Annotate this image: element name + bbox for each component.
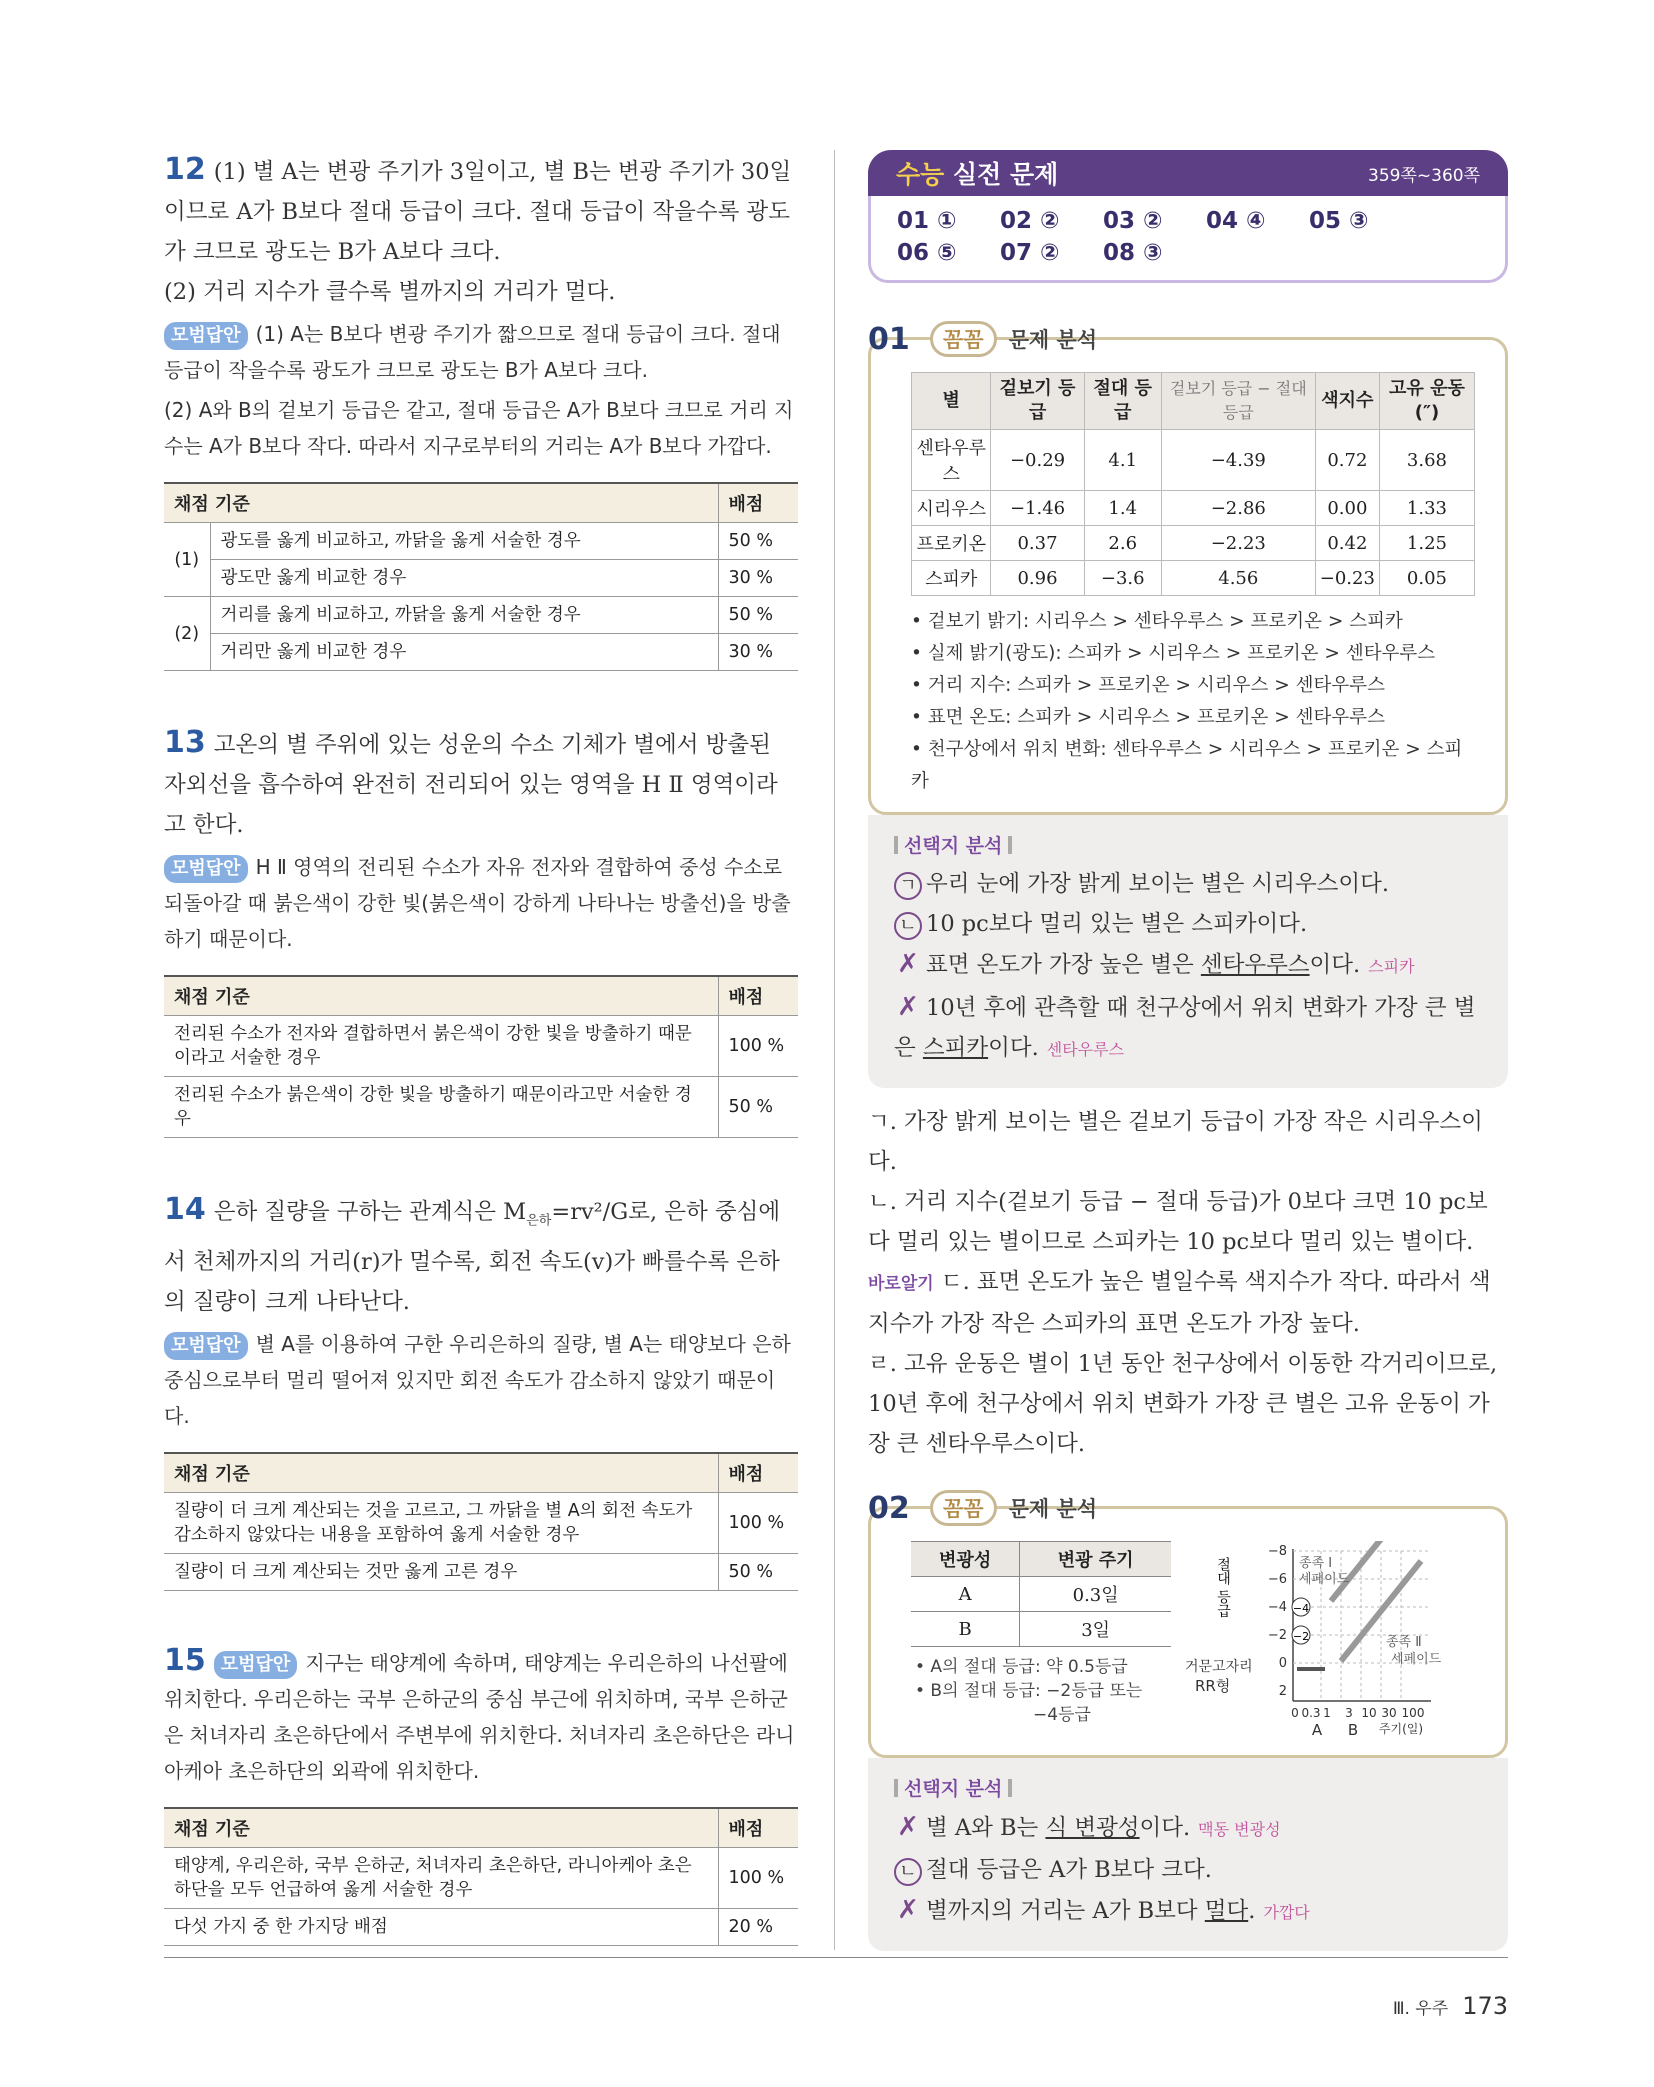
kkomkkom-label: 꼼꼼 (930, 1490, 997, 1526)
wrong-x-icon: ✗ (897, 992, 919, 1022)
model-answer-badge: 모범답안 (164, 322, 248, 350)
note-line: −4등급 (1033, 1705, 1091, 1725)
table-row: 광도만 옳게 비교한 경우 30 % (164, 560, 798, 597)
answer-item: 05 ③ (1309, 208, 1369, 234)
y-tick-label: 0 (1278, 1656, 1287, 1671)
answer-key (868, 196, 1508, 283)
graph-ylabel: 절대 등급 (1215, 1557, 1231, 1618)
q12-model2: (2) A와 B의 겉보기 등급은 같고, 절대 등급은 A가 B보다 크므로 거리 지수는 A가 B보다 작다. 따라서 지구로부터의 거리는 A가 B보다 가깝다. (164, 398, 794, 458)
p02-number: 02 (868, 1490, 910, 1526)
answer-item: 02 ② (1000, 208, 1060, 234)
answer-item: 04 ④ (1206, 208, 1266, 234)
p01-number: 01 (868, 321, 910, 357)
column-divider (834, 150, 835, 1950)
q15-criteria-table (164, 1807, 798, 1946)
choice-text: 표면 온도가 가장 높은 별은 (926, 952, 1201, 978)
banner-title-highlight: 수능 (896, 160, 945, 189)
exam-problems-banner (868, 150, 1508, 196)
table-row: 프로키온 0.37 2.6 −2.23 0.42 1.25 (912, 526, 1475, 561)
kkomkkom-label: 꼼꼼 (930, 321, 997, 357)
score-header: 배점 (718, 976, 798, 1016)
series-label: 세페이드 (1299, 1572, 1350, 1587)
p02-choice-analysis (868, 1758, 1508, 1951)
table-row: 다섯 가지 중 한 가지당 배점 20 % (164, 1908, 798, 1945)
y-tick-label: 2 (1278, 1684, 1287, 1699)
wrong-x-icon: ✗ (897, 949, 919, 979)
p01-choice-analysis (868, 815, 1508, 1088)
choice-text: 별까지의 거리는 A가 B보다 (926, 1898, 1205, 1924)
correct-circle-icon: ㄱ (894, 872, 922, 900)
table-row: 질량이 더 크게 계산되는 것만 옳게 고른 경우 50 % (164, 1553, 798, 1590)
choice-underlined: 멀다 (1204, 1898, 1249, 1924)
q14-model: 별 A를 이용하여 구한 우리은하의 질량, 별 A는 태양보다 은하 중심으로부터 멀리 떨어져 있지만 회전 속도가 감소하지 않았기 때문이다. (164, 1331, 791, 1428)
note-line: • A의 절대 등급: 약 0.5등급 (915, 1657, 1128, 1677)
left-column (164, 150, 798, 1988)
q14-criteria-table (164, 1452, 798, 1591)
p02-title: 문제 분석 (1008, 1497, 1098, 1521)
col-header: 변광 주기 (1020, 1542, 1171, 1577)
q14-text-b: 로, 은하 중심에서 천체까지의 거리(r)가 멀수록, 회전 속도(v)가 빠를수록 은하의 질량이 크게 나타난다. (164, 1199, 781, 1315)
score-header: 배점 (718, 483, 798, 523)
x-tick-label: 0 (1291, 1706, 1299, 1720)
series-label: 종족 Ⅰ (1299, 1556, 1333, 1571)
choice-underlined: 스피카 (922, 1035, 989, 1061)
q12-block (164, 150, 798, 671)
q13-block (164, 723, 798, 1138)
table-row: 질량이 더 크게 계산되는 것을 고르고, 그 까닭을 별 A의 회전 속도가 감소하지 않았다는 내용을 포함하여 옳게 서술한 경우 100 % (164, 1492, 798, 1553)
graph-xlabel: 주기(일) (1378, 1722, 1424, 1736)
correct-circle-icon: ㄴ (894, 912, 922, 940)
banner-pages: 359쪽~360쪽 (1368, 165, 1480, 186)
wrong-x-icon: ✗ (897, 1812, 919, 1842)
q14-subscript: 은하 (526, 1213, 552, 1229)
wrong-x-icon: ✗ (897, 1895, 919, 1925)
page-number: 173 (1462, 1992, 1508, 2020)
x-tick-label: 10 (1361, 1706, 1377, 1720)
col-header: 고유 운동(″) (1379, 373, 1474, 430)
answer-item: 08 ③ (1103, 240, 1163, 266)
x-tick-label: 0.3 (1301, 1706, 1321, 1720)
correction-note: 센타우루스 (1046, 1040, 1125, 1059)
q13-criteria-table (164, 975, 798, 1138)
table-row: 태양계, 우리은하, 국부 은하군, 처녀자리 초은하단, 라니아케아 초은하단을 모두 언급하여 옳게 서술한 경우 100 % (164, 1847, 798, 1908)
q14-number: 14 (164, 1192, 206, 1227)
bullet-item: • 천구상에서 위치 변화: 센타우루스 > 시리우스 > 프로키온 > 스피카 (911, 739, 1463, 792)
choice-text: 별 A와 B는 (926, 1815, 1046, 1841)
q12-criteria-table (164, 482, 798, 671)
criteria-header: 채점 기준 (164, 1453, 718, 1493)
explanation-line: ㄱ. 가장 밝게 보이는 별은 겉보기 등급이 가장 작은 시리우스이다. (868, 1109, 1483, 1175)
table-row: 전리된 수소가 전자와 결합하면서 붉은색이 강한 빛을 방출하기 때문이라고 서술한 경우 100 % (164, 1016, 798, 1077)
q13-model: H Ⅱ 영역의 전리된 수소가 자유 전자와 결합하여 중성 수소로 되돌아갈 때 붉은색이 강한 빛(붉은색이 강하게 나타나는 방출선)을 방출하기 때문이다. (164, 855, 791, 951)
choice-underlined: 식 변광성 (1045, 1815, 1140, 1841)
star-data-table (911, 372, 1475, 596)
correction-note: 스피카 (1368, 957, 1415, 976)
choice-text: 이다. (988, 1035, 1039, 1061)
series-label: 거문고자리 (1185, 1659, 1253, 1675)
choice-text: 우리 눈에 가장 밝게 보이는 별은 시리우스이다. (926, 871, 1390, 897)
correct-circle-icon: ㄴ (894, 1858, 922, 1886)
series-label: RR형 (1195, 1677, 1231, 1695)
correction-note: 가깝다 (1263, 1903, 1310, 1922)
q12-text: (1) 별 A는 변광 주기가 3일이고, 별 B는 변광 주기가 30일이므로 A가 B보다 절대 등급이 크다. 절대 등급이 작을수록 광도가 크므로 광도는 B가 A보다 크다. (164, 159, 792, 265)
bullet-item: • 겉보기 밝기: 시리우스 > 센타우루스 > 프로키온 > 스피카 (911, 611, 1403, 632)
q15-model: 지구는 태양계에 속하며, 태양계는 우리은하의 나선팔에 위치한다. 우리은하는 국부 은하군의 중심 부근에 위치하며, 국부 은하군은 처녀자리 초은하단에서 주변부에 위치한다. 처녀자리 초은하단은 라니아케아 초은하단의 외곽에 위치한다. (164, 1650, 795, 1783)
bullet-item: • 거리 지수: 스피카 > 프로키온 > 시리우스 > 센타우루스 (911, 675, 1385, 696)
p02-analysis-panel (868, 1506, 1508, 1758)
q14-text-a: 은하 질량을 구하는 관계식은 M (213, 1199, 527, 1225)
explanation-line: ㄹ. 고유 운동은 별이 1년 동안 천구상에서 이동한 각거리이므로, 10년 후에 천구상에서 위치 변화가 가장 큰 별은 고유 운동이 가장 큰 센타우루스이다. (868, 1351, 1498, 1457)
explanation-line: ㄷ. 표면 온도가 높은 별일수록 색지수가 작다. 따라서 색지수가 가장 작은 스피카의 표면 온도가 가장 높다. (868, 1269, 1491, 1337)
q12-number: 12 (164, 152, 206, 187)
table-row: B 3일 (911, 1612, 1171, 1647)
period-luminosity-graph (1181, 1541, 1471, 1741)
choice-text: 이다. (1139, 1815, 1191, 1841)
y-tick-label: −8 (1267, 1544, 1287, 1559)
q15-block (164, 1643, 798, 1946)
baro-algi-label: 바로알기 (868, 1274, 934, 1294)
criteria-header: 채점 기준 (164, 483, 718, 523)
choice-text: 10년 후에 관측할 때 천구상에서 위치 변화가 가장 큰 별은 (894, 995, 1476, 1061)
choice-text: 절대 등급은 A가 B보다 크다. (926, 1857, 1212, 1883)
note-line: • B의 절대 등급: −2등급 또는 (915, 1681, 1143, 1701)
model-answer-badge: 모범답안 (214, 1651, 298, 1679)
table-row: A 0.3일 (911, 1577, 1171, 1612)
table-row: (2) 거리를 옳게 비교하고, 까닭을 옳게 서술한 경우 50 % (164, 597, 798, 634)
marker-label: A (1311, 1721, 1323, 1739)
table-row: 전리된 수소가 붉은색이 강한 빛을 방출하기 때문이라고만 서술한 경우 50 % (164, 1077, 798, 1138)
p01-bullets (911, 606, 1475, 798)
criteria-header: 채점 기준 (164, 1808, 718, 1848)
col-header: 절대 등급 (1084, 373, 1161, 430)
x-tick-label: 1 (1323, 1706, 1331, 1720)
bullet-item: • 표면 온도: 스피카 > 시리우스 > 프로키온 > 센타우루스 (911, 707, 1385, 728)
q14-equation: =rv²/G (551, 1199, 629, 1225)
banner-title: 실전 문제 (944, 160, 1059, 189)
y-tick-label: −6 (1267, 1572, 1287, 1587)
p02-header (868, 1490, 1508, 1526)
col-header: 겉보기 등급 − 절대 등급 (1161, 373, 1315, 430)
score-header: 배점 (718, 1453, 798, 1493)
marker-label: −4 (1292, 1602, 1310, 1615)
explanation-line: ㄴ. 거리 지수(겉보기 등급 − 절대 등급)가 0보다 크면 10 pc보다 멀리 있는 별이므로 스피카는 10 pc보다 멀리 있는 별이다. (868, 1189, 1488, 1255)
table-row: (1) 광도를 옳게 비교하고, 까닭을 옳게 서술한 경우 50 % (164, 523, 798, 560)
choice-text: 10 pc보다 멀리 있는 별은 스피카이다. (926, 911, 1308, 937)
score-header: 배점 (718, 1808, 798, 1848)
x-tick-label: 100 (1401, 1706, 1425, 1720)
q12-text2: (2) 거리 지수가 클수록 별까지의 거리가 멀다. (164, 279, 616, 305)
model-answer-badge: 모범답안 (164, 1332, 248, 1360)
q12-model: (1) A는 B보다 변광 주기가 짧으므로 절대 등급이 크다. 절대 등급이 작을수록 광도가 크므로 광도는 B가 A보다 크다. (164, 322, 781, 382)
marker-label: −2 (1292, 1630, 1310, 1643)
choice-analysis-heading: 선택지 분석 (894, 1774, 1482, 1801)
variable-star-table (911, 1541, 1171, 1647)
right-column (868, 150, 1508, 1951)
x-tick-label: 30 (1381, 1706, 1397, 1720)
q15-number: 15 (164, 1642, 206, 1678)
table-row: 스피카 0.96 −3.6 4.56 −0.23 0.05 (912, 561, 1475, 596)
bullet-item: • 실제 밝기(광도): 스피카 > 시리우스 > 프로키온 > 센타우루스 (911, 643, 1436, 664)
table-row: 거리만 옳게 비교한 경우 30 % (164, 634, 798, 671)
col-header: 변광성 (911, 1542, 1020, 1577)
type1-cepheid-line (1331, 1541, 1381, 1601)
answer-item: 01 ① (897, 208, 957, 234)
answer-item: 07 ② (1000, 240, 1060, 266)
answer-item: 03 ② (1103, 208, 1163, 234)
answer-item: 06 ⑤ (897, 240, 957, 266)
table-row: 시리우스 −1.46 1.4 −2.86 0.00 1.33 (912, 491, 1475, 526)
q13-text: 고온의 별 주위에 있는 성운의 수소 기체가 별에서 방출된 자외선을 흡수하여 완전히 전리되어 있는 영역을 H Ⅱ 영역이라고 한다. (164, 732, 778, 838)
y-tick-label: −2 (1267, 1628, 1287, 1643)
series-label: 세페이드 (1391, 1652, 1442, 1667)
footer-section: Ⅲ. 우주 (1392, 1999, 1449, 2019)
choice-text: 이다. (1309, 952, 1361, 978)
p01-header (868, 321, 1508, 357)
choice-text: . (1248, 1898, 1256, 1924)
marker-label: B (1347, 1721, 1359, 1739)
col-header: 별 (912, 373, 991, 430)
page-footer (1393, 1992, 1508, 2020)
criteria-header: 채점 기준 (164, 976, 718, 1016)
choice-analysis-heading: 선택지 분석 (894, 831, 1482, 858)
p01-title: 문제 분석 (1008, 328, 1098, 352)
p01-explanation (868, 1102, 1508, 1464)
table-row: 센타우루스 −0.29 4.1 −4.39 0.72 3.68 (912, 430, 1475, 491)
col-header: 겉보기 등급 (991, 373, 1084, 430)
series-label: 종족 Ⅱ (1386, 1635, 1422, 1650)
y-tick-label: −4 (1267, 1600, 1287, 1615)
q14-block (164, 1190, 798, 1591)
footer-rule (164, 1957, 1508, 1958)
choice-underlined: 센타우루스 (1200, 952, 1310, 978)
correction-note: 맥동 변광성 (1198, 1820, 1281, 1839)
p01-analysis-panel (868, 337, 1508, 815)
x-tick-label: 3 (1345, 1706, 1353, 1720)
col-header: 색지수 (1315, 373, 1379, 430)
model-answer-badge: 모범답안 (164, 855, 248, 883)
q13-number: 13 (164, 725, 206, 760)
